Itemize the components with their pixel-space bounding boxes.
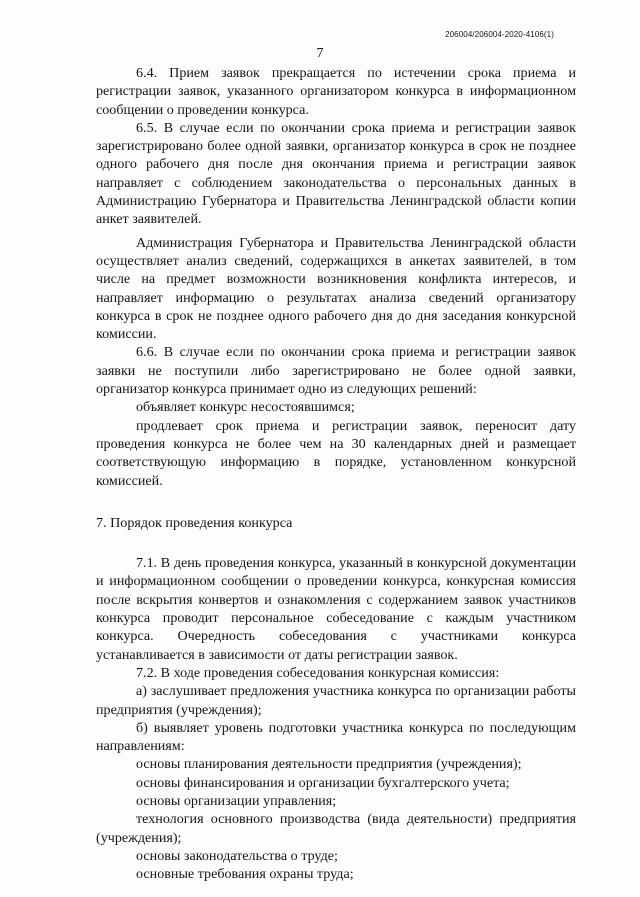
list-item-labor-law: основы законодательства о труде; [136,847,338,864]
section-heading: 7. Порядок проведения конкурса [96,514,293,531]
document-id: 206004/206004-2020-4106(1) [445,30,554,39]
list-item-labor-safety: основные требования охраны труда; [136,866,354,883]
list-item-planning: основы планирования деятельности предприятия (учреждения); [136,756,522,773]
list-item-extend-term: продлевает срок приема и регистрации заявок, переносит дату проведения конкурса не более чем на 30 календарных дней и размещает соответствующую информацию в порядке, установленном конкурсной комиссией. [96,417,576,489]
paragraph-6-6: 6.6. В случае если по окончании срока приема и регистрации заявок заявки не поступили либо зарегистрировано не более одной заявки, организатор конкурса принимает одно из следующих решений: [96,344,576,398]
list-item-declare-failed: объявляет конкурс несостоявшимся; [136,399,355,416]
list-item-a: а) заслушивает предложения участника конкурса по организации работы предприятия (учреждения); [96,683,576,718]
list-item-technology: технология основного производства (вида деятельности) предприятия (учреждения); [96,811,576,846]
list-item-management: основы организации управления; [136,792,337,809]
paragraph-6-4: 6.4. Прием заявок прекращается по истечении срока приема и регистрации заявок, указанного организатором конкурса в информационном сообщении о проведении конкурса. [96,65,576,118]
document-body [96,64,576,883]
page-number: 7 [316,46,324,61]
paragraph-administration: Администрация Губернатора и Правительства Ленинградской области осуществляет анализ сведений, содержащихся в анкетах заявителей, в том числе на предмет возможности возникновения конфликта интересов, и направляет информацию о результатах анализа сведений организатору конкурса в срок не позднее одного рабочего дня до дня заседания конкурсной комиссии. [96,234,576,343]
list-item-b: б) выявляет уровень подготовки участника конкурса по последующим направлениям: [96,719,576,755]
paragraph-7-2: 7.2. В ходе проведения собеседования конкурсная комиссия: [136,664,500,681]
paragraph-6-5: 6.5. В случае если по окончании срока приема и регистрации заявок зарегистрировано более одной заявки, организатор конкурса в срок не позднее одного рабочего дня после дня окончания приема и регистрации заявок направляет с соблюдением законодательства о персональных данных в Администрацию Губернатора и Правительства Ленинградской области копии анкет заявителей. [96,119,576,228]
list-item-financing: основы финансирования и организации бухгалтерского учета; [136,774,510,791]
paragraph-7-1: 7.1. В день проведения конкурса, указанный в конкурсной документации и информационном сообщении о проведении конкурса, конкурсная комиссия после вскрытия конвертов и ознакомления с содержанием заявок участников конкурса проводит персональное собеседование с каждым участником конкурса. Очередность собеседования с участниками конкурса устанавливается в зависимости от даты регистрации заявок. [96,555,576,663]
